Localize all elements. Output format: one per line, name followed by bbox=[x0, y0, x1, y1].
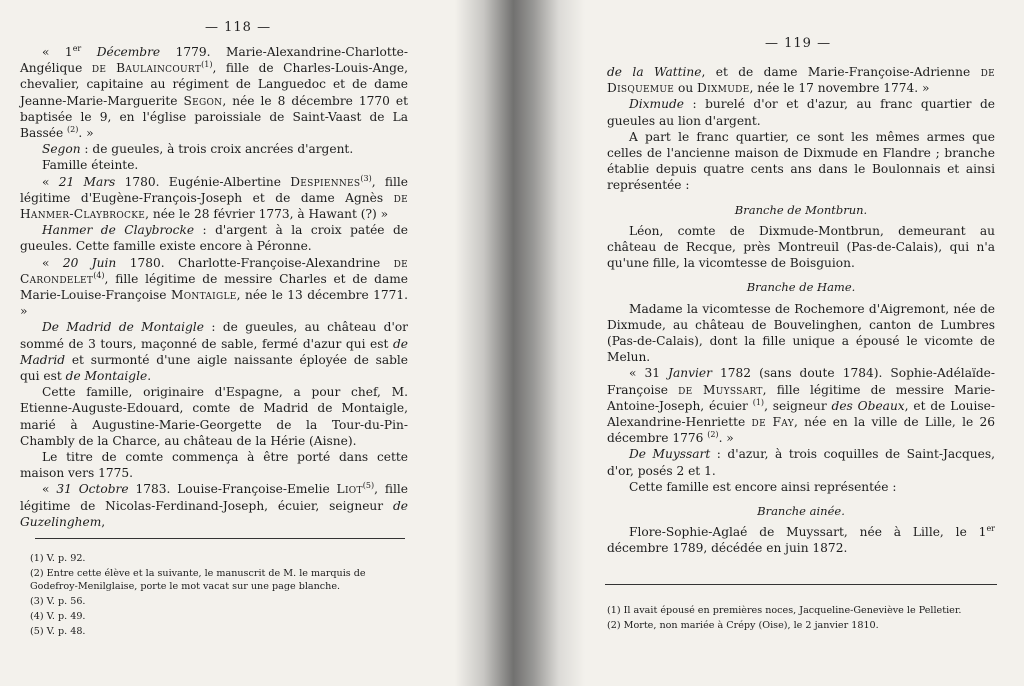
italic-text: de Montaigle bbox=[65, 369, 148, 384]
footnote-ref: (1) bbox=[752, 397, 765, 407]
left-page-body bbox=[20, 44, 408, 530]
heading-montbrun: Branche de Montbrun. bbox=[734, 202, 868, 217]
italic-text: de Madrid bbox=[20, 336, 408, 367]
text: 1780. Eugénie-Albertine bbox=[115, 174, 291, 189]
note-line: Famille éteinte. bbox=[42, 158, 139, 173]
family-name: de Hanmer-Claybrocke bbox=[20, 190, 408, 222]
text: , bbox=[101, 514, 106, 529]
footnote-divider bbox=[605, 584, 997, 585]
arms-dixmude bbox=[607, 96, 995, 128]
footnote-ref: (3) bbox=[360, 173, 372, 183]
footnote: (1) Il avait épousé en premières noces, Jacqueline-Geneviève le Pelletier. bbox=[607, 605, 962, 616]
text: , fille légitime de messire Marie-Antoine-Joseph, écuier bbox=[607, 382, 995, 413]
family-name: Liot bbox=[336, 482, 363, 497]
ainee-text bbox=[607, 524, 995, 556]
text: , fille légitime de Nicolas-Ferdinand-Joseph, écuier, seigneur bbox=[20, 482, 408, 513]
footnote-ref: (1) bbox=[201, 60, 213, 70]
right-page bbox=[575, 0, 1024, 686]
text: , fille de Charles-Louis-Ange, chevalier, capitaine au régiment de Languedoc et de dame Jeanne-Marie-Marguerite bbox=[20, 61, 408, 108]
footnote: (2) Morte, non mariée à Crépy (Oise), le 2 janvier 1810. bbox=[607, 620, 879, 631]
muyssart-note: Cette famille est encore ainsi représentée : bbox=[629, 479, 897, 494]
date: 20 Juin bbox=[62, 255, 117, 270]
text: « bbox=[42, 482, 57, 497]
footnote: (4) V. p. 49. bbox=[30, 611, 86, 622]
right-page-body bbox=[607, 64, 995, 557]
arms-muyssart bbox=[607, 446, 995, 478]
family-name: de Muyssart bbox=[678, 382, 763, 397]
family-name: Dixmude bbox=[697, 81, 750, 96]
text: , née le 17 novembre 1774. » bbox=[749, 81, 930, 96]
sup: er bbox=[72, 43, 82, 53]
text: , et de Louise-Alexandrine-Henriette bbox=[607, 398, 995, 430]
entry-liot-cont bbox=[607, 64, 995, 96]
family-name: Despiennes bbox=[290, 174, 361, 189]
text: : d'azur, à trois coquilles de Saint-Jacques, d'or, posés 2 et 1. bbox=[607, 447, 996, 478]
text: ou bbox=[674, 81, 698, 96]
italic-text: de Guzelinghem bbox=[20, 498, 408, 529]
family-name: de Baulaincourt bbox=[91, 61, 202, 76]
text: et surmonté d'une aigle naissante éployée de sable qui est bbox=[20, 352, 408, 384]
footnote: (1) V. p. 92. bbox=[30, 553, 86, 564]
italic-text: de la Wattine bbox=[607, 65, 702, 79]
hame-text: Madame la vicomtesse de Rochemore d'Aigremont, née de Dixmude, au château de Bouvelinghen, canton de Lumbres (Pas-de-Calais), dont la fille unique a épousé le vicomte de Melun. bbox=[607, 301, 995, 365]
heading-ainee: Branche ainée. bbox=[757, 504, 845, 519]
text: « bbox=[42, 255, 63, 270]
arms-name: De Muyssart bbox=[629, 447, 711, 462]
right-page-number: — 119 — bbox=[765, 36, 832, 51]
text: Flore-Sophie-Aglaé de Muyssart, née à Lille, le 1 bbox=[629, 525, 987, 540]
text: , née le 8 décembre 1770 et baptisée le 9, en l'église paroissiale de Saint-Vaast de La Bassée bbox=[20, 93, 408, 141]
footnote-ref: (2) bbox=[67, 124, 79, 134]
arms-name: Dixmude bbox=[629, 97, 684, 112]
arms-name: Segon bbox=[42, 142, 81, 157]
text: , née en la ville de Lille, le 26 décembre 1776 bbox=[607, 415, 995, 446]
heading-hame: Branche de Hame. bbox=[746, 280, 856, 295]
footnote-ref: (2) bbox=[707, 430, 719, 440]
text: : d'argent à la croix patée de gueules. Cette famille existe encore à Péronne. bbox=[20, 223, 408, 254]
text: 1782 (sans doute 1784). Sophie-Adélaïde-Françoise bbox=[607, 366, 995, 397]
family-name: Montaigle bbox=[170, 288, 237, 303]
date: Janvier bbox=[668, 366, 712, 381]
text: « 1 bbox=[42, 45, 73, 59]
italic-text: des Obeaux bbox=[831, 398, 905, 413]
left-page bbox=[0, 0, 470, 686]
family-note: Cette famille, originaire d'Espagne, a pour chef, M. Etienne-Auguste-Edouard, comte de Madrid de Montaigle, marié à Augustine-Marie-Georgette de la Tour-du-Pin-Chambly de la Charce, au château de la Hérie (Aisne). bbox=[20, 385, 408, 448]
footnote-ref: (5) bbox=[362, 481, 375, 491]
footnote: (5) V. p. 48. bbox=[30, 626, 86, 637]
right-footnotes bbox=[607, 604, 999, 634]
text: décembre 1789, décédée en juin 1872. bbox=[607, 541, 848, 556]
footnote: (3) V. p. 56. bbox=[30, 596, 86, 607]
text: , fille légitime de messire Charles et de dame Marie-Louise-Françoise bbox=[20, 271, 408, 303]
book-gutter-shadow bbox=[455, 0, 585, 686]
entry-muyssart bbox=[607, 365, 995, 446]
family-name: Segon bbox=[183, 93, 223, 108]
text: . » bbox=[718, 431, 734, 446]
entry-liot bbox=[20, 481, 408, 530]
text: « 31 bbox=[629, 366, 669, 381]
dixmude-note: A part le franc quartier, ce sont les mêmes armes que celles de l'ancienne maison de Dixmude en Flandre ; branche établie depuis quatre cents ans dans le Boulonnais et ainsi représentée : bbox=[607, 129, 995, 193]
entry-carondelet bbox=[20, 255, 408, 320]
arms-hanmer bbox=[20, 222, 408, 254]
text: : burelé d'or et d'azur, au franc quartier de gueules au lion d'argent. bbox=[607, 97, 995, 128]
text: , née le 13 décembre 1771. » bbox=[20, 288, 408, 319]
montbrun-text: Léon, comte de Dixmude-Montbrun, demeurant au château de Recque, près Montreuil (Pas-de-Calais), qui n'a qu'une fille, la vicomtesse de Boisguion. bbox=[607, 223, 995, 271]
family-name: de Carondelet bbox=[20, 255, 408, 286]
footnote-divider bbox=[35, 538, 405, 539]
entry-despiennes bbox=[20, 174, 408, 223]
text: . » bbox=[78, 126, 94, 141]
text: 1779. Marie-Alexandrine-Charlotte-Angélique bbox=[20, 45, 408, 76]
text: . bbox=[147, 369, 152, 384]
date: Décembre bbox=[81, 45, 176, 59]
family-name: de Disquemue bbox=[607, 65, 995, 96]
arms-montaigle bbox=[20, 319, 408, 384]
text: 1780. Charlotte-Françoise-Alexandrine bbox=[116, 255, 394, 270]
arms-name: De Madrid de Montaigle bbox=[42, 320, 204, 335]
family-name: de Fay bbox=[751, 415, 794, 430]
text: , seigneur bbox=[764, 398, 832, 413]
footnote: (2) Entre cette élève et la suivante, le manuscrit de M. le marquis de Godefroy-Menilglaise, porte le mot vacat sur une page blanche. bbox=[30, 568, 366, 592]
sup: er bbox=[986, 524, 995, 534]
left-footnotes bbox=[30, 552, 410, 640]
left-page-number: — 118 — bbox=[205, 20, 272, 35]
arms-name: Hanmer de Claybrocke bbox=[42, 223, 195, 238]
date: 31 Octobre bbox=[56, 482, 129, 497]
text: « bbox=[42, 174, 59, 189]
text: , fille légitime d'Eugène-François-Joseph et de dame Agnès bbox=[20, 174, 408, 205]
title-note: Le titre de comte commença à être porté dans cette maison vers 1775. bbox=[20, 450, 408, 481]
text: : de gueules, au château d'or sommé de 3 tours, maçonné de sable, fermé d'azur qui est bbox=[20, 320, 408, 351]
footnote-ref: (4) bbox=[93, 270, 105, 280]
text: , née le 28 février 1773, à Hawant (?) » bbox=[145, 207, 389, 222]
text: , et de dame Marie-Françoise-Adrienne bbox=[701, 65, 981, 79]
text: 1783. Louise-Françoise-Emelie bbox=[128, 482, 337, 497]
date: 21 Mars bbox=[58, 174, 116, 189]
text: : de gueules, à trois croix ancrées d'argent. bbox=[80, 142, 354, 157]
arms-segon bbox=[20, 141, 408, 157]
entry-baulaincourt bbox=[20, 44, 408, 141]
